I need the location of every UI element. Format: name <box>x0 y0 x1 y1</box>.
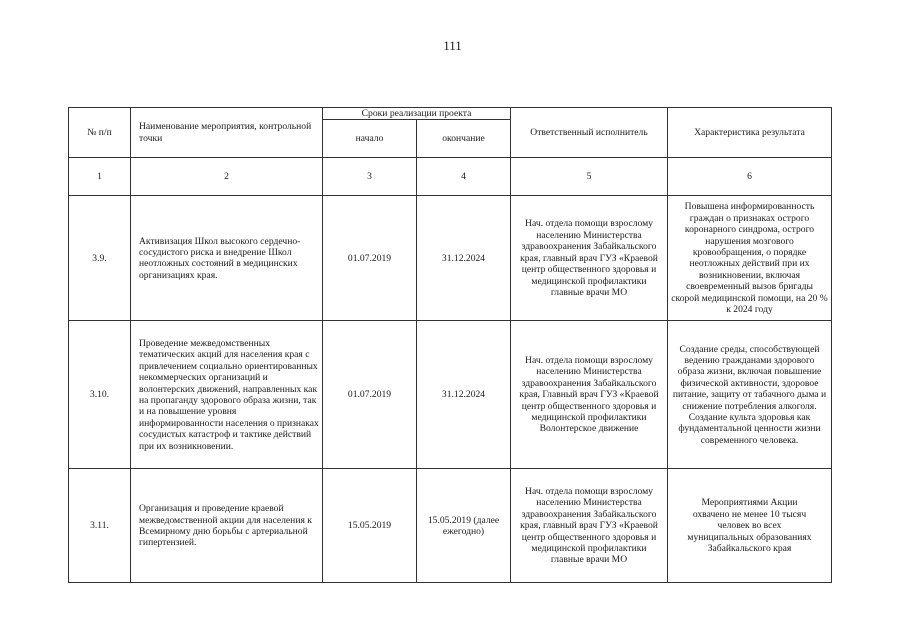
table-row <box>69 321 832 469</box>
result: Повышена информированность граждан о признаках острого коронарного синдрома, острого нарушения мозгового кровообращения, о порядке неотложных действий при их возникновении, включая своевременный вызов бригады скорой медицинской помощи, на 20 % к 2024 году <box>668 196 832 321</box>
row-number: 3.10. <box>69 321 131 469</box>
row-number: 3.11. <box>69 469 131 583</box>
start-date: 01.07.2019 <box>323 321 417 469</box>
header-period: Сроки реализации проекта <box>323 108 511 120</box>
col-number: 3 <box>323 158 417 196</box>
executor: Нач. отдела помощи взрослому населению Министерства здравоохранения Забайкальского края, Главный врач ГУЗ «Краевой центр общественного здоровья и медицинской профилактики Волонтерское движение <box>511 321 668 469</box>
col-number: 2 <box>131 158 323 196</box>
result: Мероприятиями Акции охвачено не менее 10 тысяч человек во всех муниципальных образованиях Забайкальского края <box>668 469 832 583</box>
executor: Нач. отдела помощи взрослому населению Министерства здравоохранения Забайкальского края, главный врач ГУЗ «Краевой центр общественного здоровья и медицинской профилактики главные врачи МО <box>511 469 668 583</box>
executor: Нач. отдела помощи взрослому населению Министерства здравоохранения Забайкальского края, главный врач ГУЗ «Краевой центр общественного здоровья и медицинской профилактики главные врачи МО <box>511 196 668 321</box>
col-number: 6 <box>668 158 832 196</box>
header-executor: Ответственный исполнитель <box>511 108 668 158</box>
col-number: 4 <box>417 158 511 196</box>
end-date: 31.12.2024 <box>417 196 511 321</box>
page-number: 111 <box>443 38 462 53</box>
start-date: 01.07.2019 <box>323 196 417 321</box>
header-start: начало <box>323 120 417 158</box>
header-result: Характеристика результата <box>668 108 832 158</box>
row-number: 3.9. <box>69 196 131 321</box>
col-number: 1 <box>69 158 131 196</box>
event-name: Активизация Школ высокого сердечно-сосудистого риска и внедрение Школ неотложных состояний в медицинских организациях края. <box>131 196 323 321</box>
table-row <box>69 469 832 583</box>
start-date: 15.05.2019 <box>323 469 417 583</box>
end-date: 31.12.2024 <box>417 321 511 469</box>
table-row <box>69 196 832 321</box>
event-name: Проведение межведомственных тематических акций для населения края с привлечением социально ориентированных некоммерческих организаций и волонтерских движений, направленных как на пропаганду здорового образа жизни, так и на повышение уровня информированности населения о признаках сосудистых катастроф и тактике действий при их возникновении. <box>131 321 323 469</box>
end-date: 15.05.2019 (далее ежегодно) <box>417 469 511 583</box>
plan-table <box>68 107 832 583</box>
result: Создание среды, способствующей ведению гражданами здорового образа жизни, включая повышение физической активности, здоровое питание, защиту от табачного дыма и снижение потребления алкоголя. Создание культа здоровья как фундаментальной ценности жизни современного человека. <box>668 321 832 469</box>
event-name: Организация и проведение краевой межведомственной акции для населения к Всемирному дню борьбы с артериальной гипертензией. <box>131 469 323 583</box>
col-number: 5 <box>511 158 668 196</box>
header-num: № п/п <box>69 108 131 158</box>
header-name: Наименование мероприятия, контрольной точки <box>131 108 323 158</box>
header-end: окончание <box>417 120 511 158</box>
